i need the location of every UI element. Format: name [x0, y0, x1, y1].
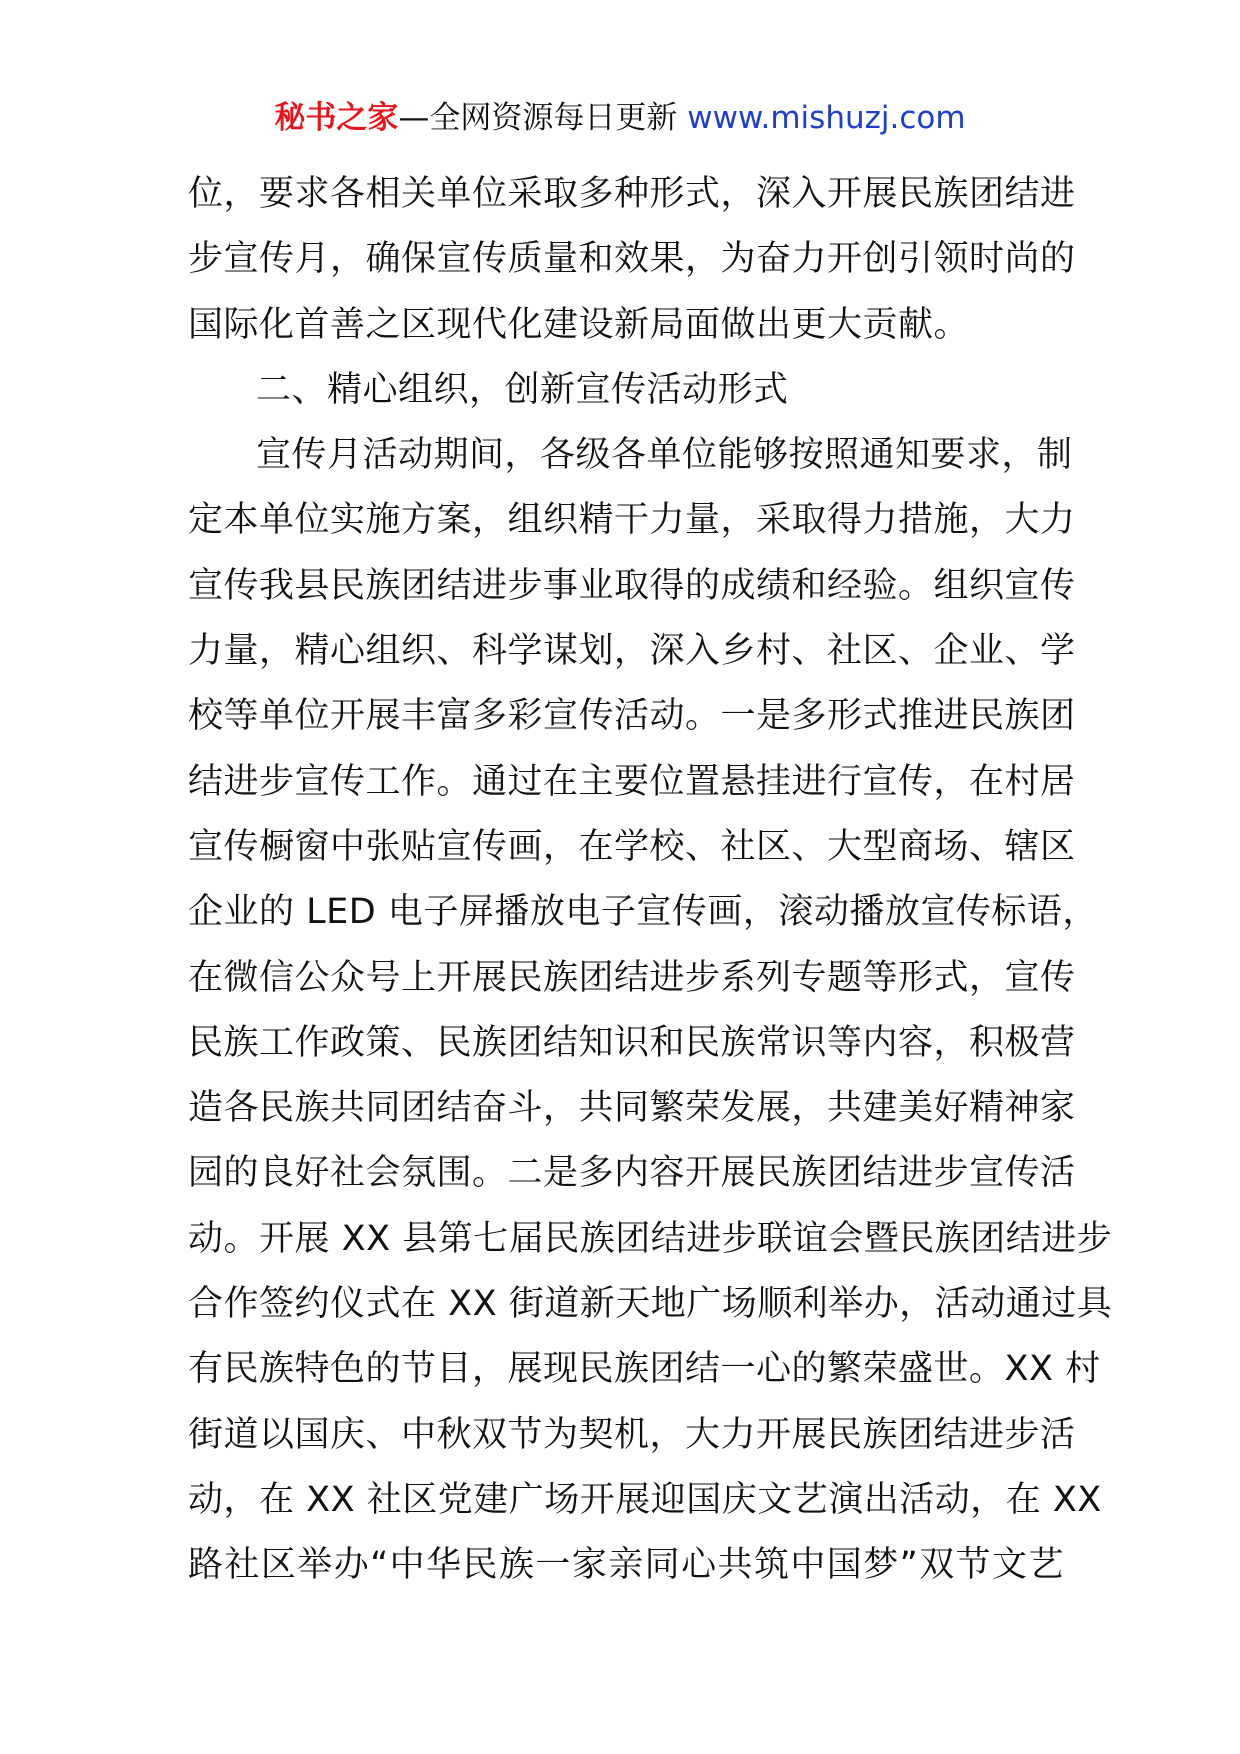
site-url-link[interactable]: www.mishuzj.com: [687, 100, 966, 136]
text-line: 国际化首善之区现代化建设新局面做出更大贡献。: [188, 304, 970, 345]
text-line: 宣传橱窗中张贴宣传画，在学校、社区、大型商场、辖区: [188, 826, 1076, 867]
text-line: 在微信公众号上开展民族团结进步系列专题等形式，宣传: [188, 957, 1076, 998]
text-line: 校等单位开展丰富多彩宣传活动。一是多形式推进民族团: [188, 696, 1076, 737]
text-line: 力量，精心组织、科学谋划，深入乡村、社区、企业、学: [188, 631, 1076, 672]
text-line: 园的良好社会氛围。二是多内容开展民族团结进步宣传活: [188, 1153, 1076, 1194]
text-line: 合作签约仪式在 XX 街道新天地广场顺利举办，活动通过具: [188, 1284, 1113, 1325]
section-heading: 二、精心组织，创新宣传活动形式: [256, 369, 789, 410]
text-line: 路社区举办“中华民族一家亲同心共筑中国梦”双节文艺: [188, 1545, 1064, 1586]
text-line: 企业的 LED 电子屏播放电子宣传画，滚动播放宣传标语，: [188, 892, 1098, 933]
document-body: [188, 162, 1113, 1599]
text-line: 动，在 XX 社区党建广场开展迎国庆文艺演出活动，在 XX: [188, 1479, 1102, 1520]
text-line: 定本单位实施方案，组织精干力量，采取得力措施，大力: [188, 500, 1076, 541]
text-line: 宣传月活动期间，各级各单位能够按照通知要求，制: [256, 435, 1073, 476]
text-line: 位，要求各相关单位采取多种形式，深入开展民族团结进: [188, 174, 1076, 214]
text-line: 结进步宣传工作。通过在主要位置悬挂进行宣传，在村居: [188, 761, 1076, 802]
site-brand: 秘书之家: [274, 100, 399, 136]
text-line: 民族工作政策、民族团结知识和民族常识等内容，积极营: [188, 1022, 1076, 1063]
text-line: 有民族特色的节目，展现民族团结一心的繁荣盛世。XX 村: [188, 1349, 1101, 1390]
text-line: 动。开展 XX 县第七届民族团结进步联谊会暨民族团结进步: [188, 1218, 1113, 1259]
site-tagline: —全网资源每日更新: [398, 100, 678, 136]
text-line: 宣传我县民族团结进步事业取得的成绩和经验。组织宣传: [188, 565, 1076, 606]
text-line: 街道以国庆、中秋双节为契机，大力开展民族团结进步活: [188, 1414, 1076, 1455]
site-header: [0, 96, 1240, 140]
text-line: 造各民族共同团结奋斗，共同繁荣发展，共建美好精神家: [188, 1088, 1076, 1129]
text-line: 步宣传月，确保宣传质量和效果，为奋力开创引领时尚的: [188, 239, 1076, 280]
